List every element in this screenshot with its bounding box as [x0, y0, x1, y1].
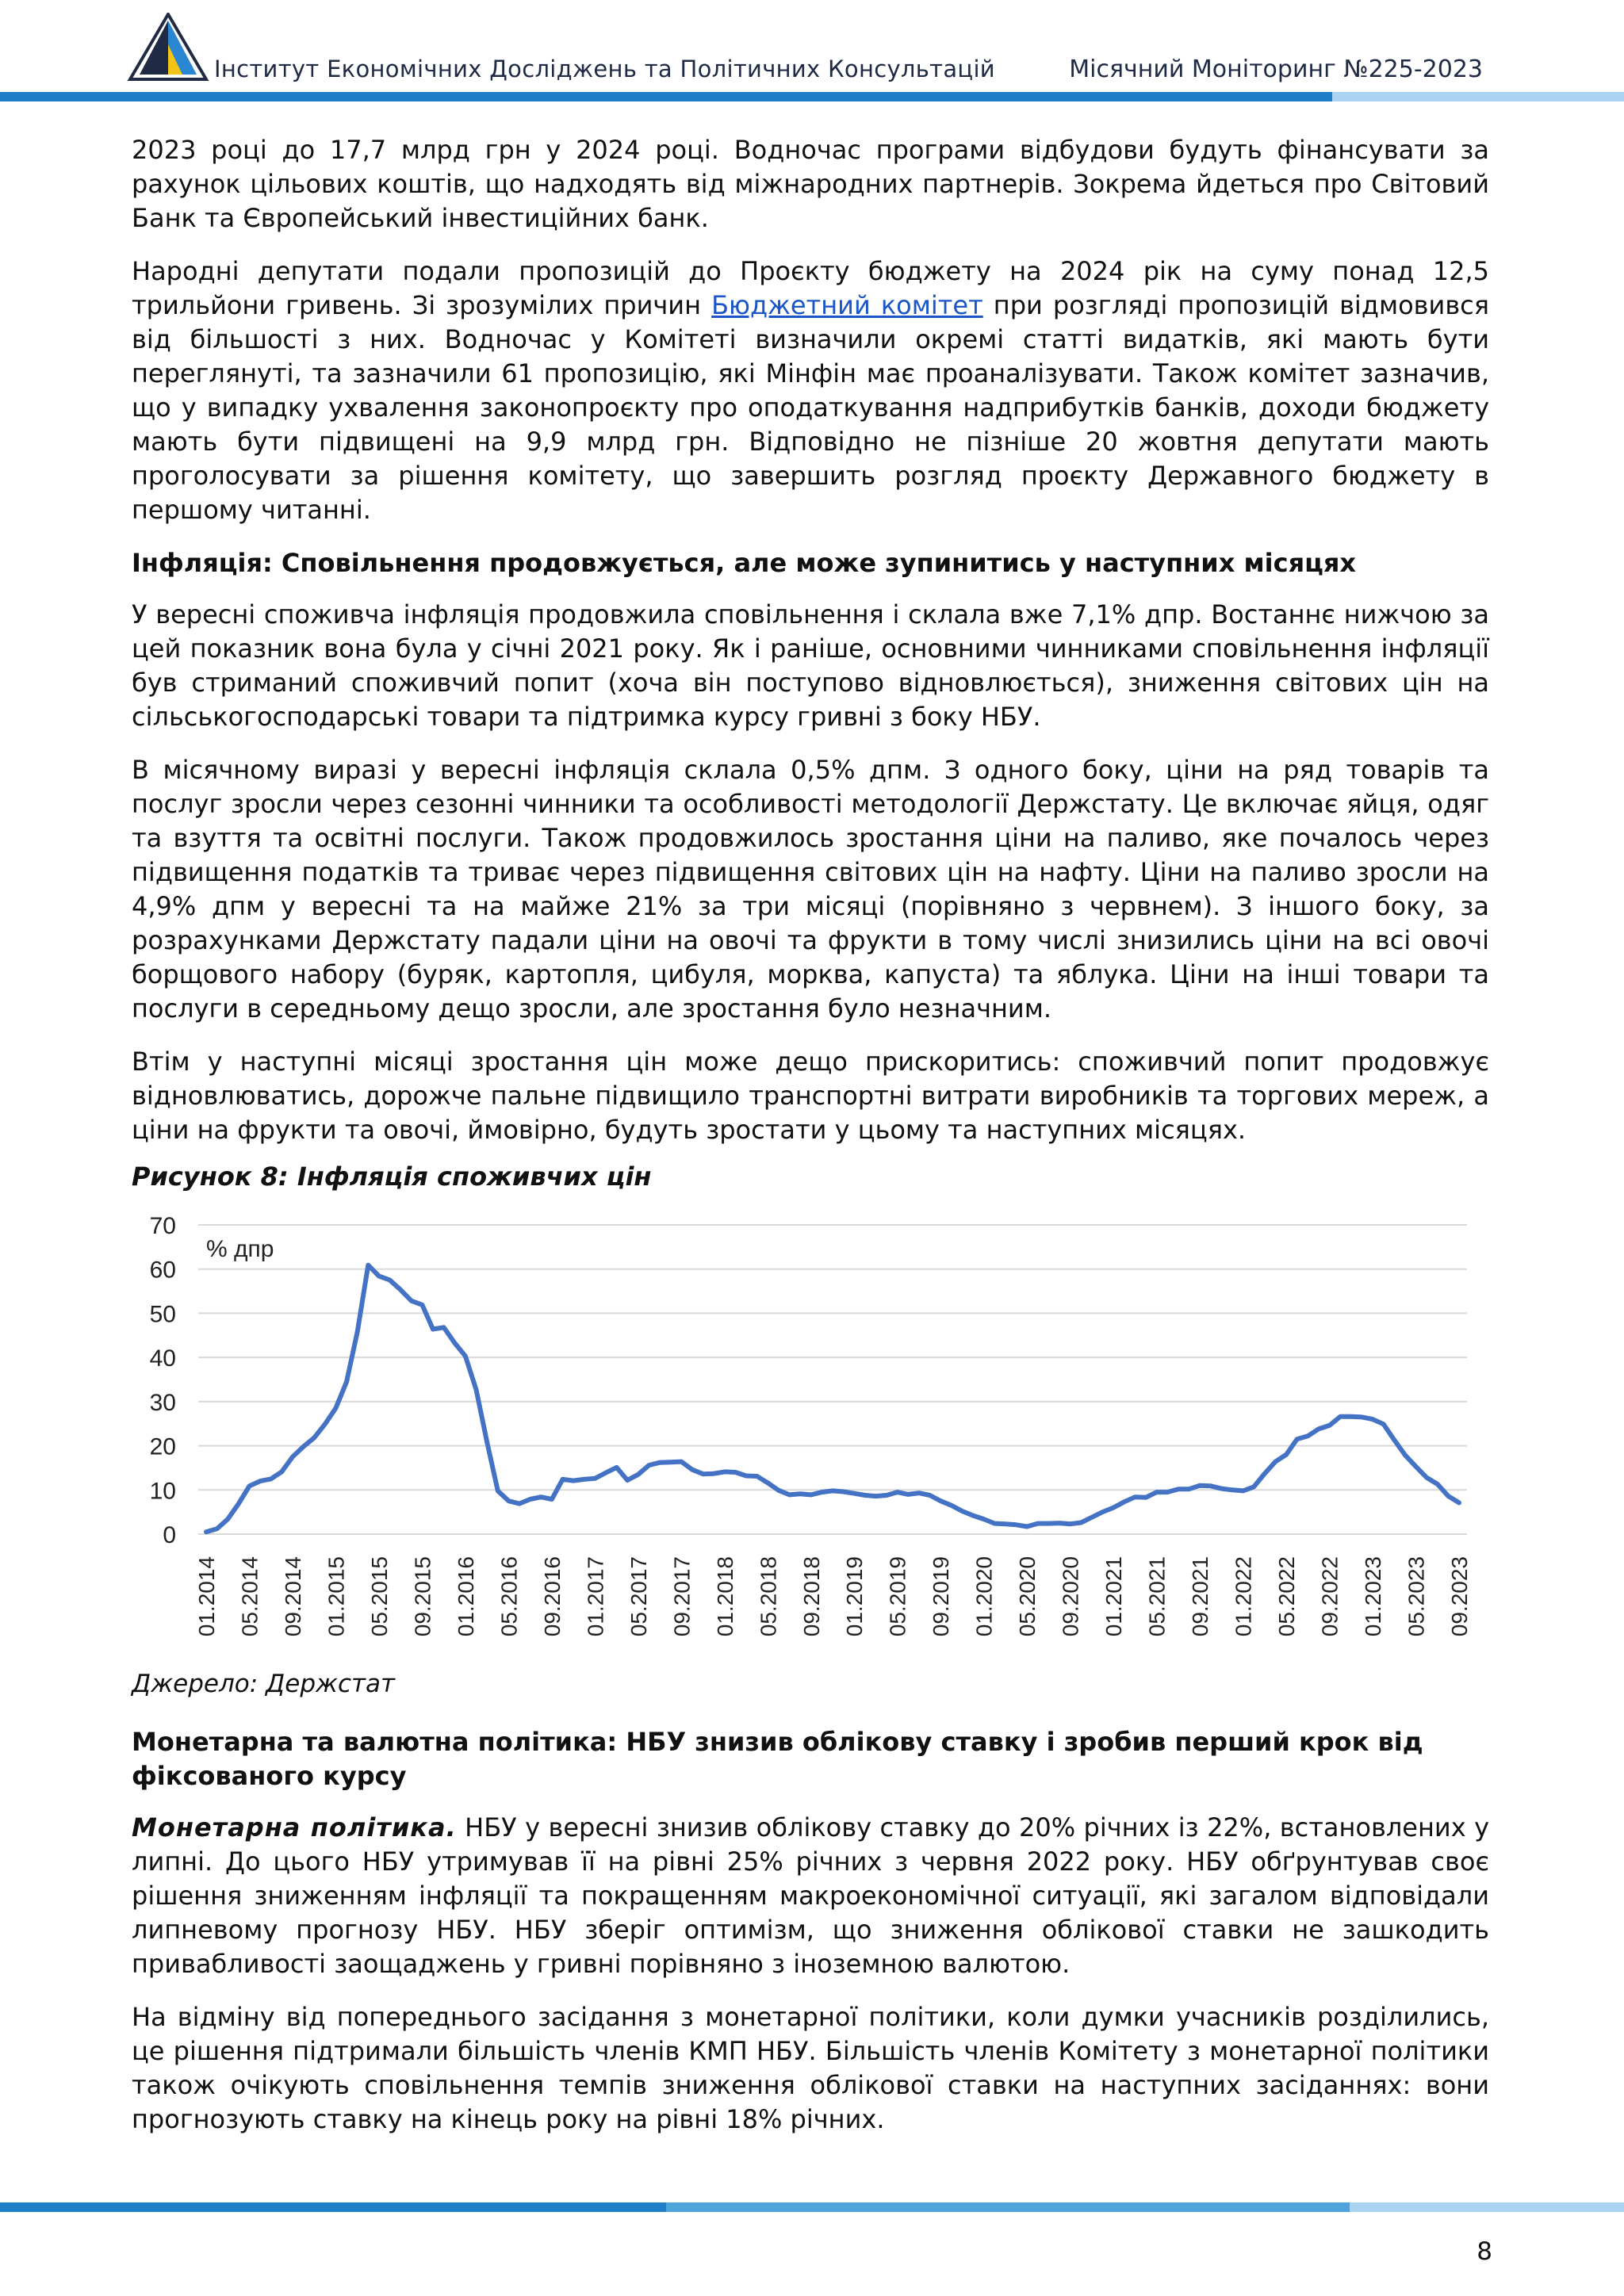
- paragraph-text: при розгляді пропозицій відмовився від більшості з них. Водночас у Комітеті визначили окремі статті видатків, які мають бути переглянуті, та зазначили 61 пропозицію, які Мінфін має проаналізувати. Також комітет зазначив, що у випадку ухвалення законопроєкту про оподаткування надприбутків банків, доходи бюджету мають бути підвищені на 9,9 млрд грн. Відповідно не пізніше 20 жовтня депутати мають проголосувати за рішення комітету, що завершить розгляд проєкту Державного бюджету в першому читанні.: [132, 290, 1490, 525]
- header-stripe: [0, 92, 1332, 101]
- section-heading-monetary: Монетарна та валютна політика: НБУ знизив облікову ставку і зробив перший крок від фіксованого курсу: [132, 1727, 1423, 1791]
- monetary-policy-lead: Монетарна політика.: [132, 1812, 457, 1843]
- footer-stripe-light: [1350, 2202, 1624, 2212]
- paragraph-budget-1: 2023 році до 17,7 млрд грн у 2024 році. Водночас програми відбудови будуть фінансувати за рахунок цільових коштів, що надходять від міжнародних партнерів. Зокрема йдеться про Світовий Банк та Європейський інвестиційних банк.: [132, 135, 1489, 233]
- content-top: [132, 133, 1489, 1166]
- y-tick-label: 10: [149, 1478, 176, 1505]
- x-tick-label: 05.2017: [626, 1556, 651, 1637]
- x-tick-label: 09.2014: [280, 1556, 305, 1637]
- institute-name: Інститут Економічних Досліджень та Політичних Консультацій: [214, 55, 995, 82]
- x-tick-label: 09.2016: [539, 1556, 565, 1637]
- x-tick-label: 01.2019: [842, 1556, 868, 1637]
- x-tick-label: 09.2017: [669, 1556, 695, 1637]
- y-tick-label: 40: [149, 1345, 176, 1372]
- x-tick-label: 05.2020: [1015, 1556, 1040, 1637]
- x-tick-label: 09.2020: [1058, 1556, 1083, 1637]
- inflation-series-line: [206, 1265, 1459, 1533]
- x-tick-label: 05.2021: [1144, 1556, 1170, 1637]
- x-tick-label: 05.2014: [237, 1556, 262, 1637]
- figure-source: Джерело: Держстат: [132, 1670, 396, 1698]
- x-tick-label: 09.2015: [410, 1556, 435, 1637]
- footer-stripe: [0, 2202, 666, 2212]
- paragraph-monetary-1: [132, 1811, 1489, 1981]
- header-stripe-light: [1332, 92, 1624, 101]
- y-tick-label: 20: [149, 1433, 176, 1460]
- x-tick-label: 09.2018: [799, 1556, 824, 1637]
- x-tick-label: 01.2015: [324, 1556, 349, 1637]
- paragraph-text: Народні депутати подали пропозицій до Проєкту бюджету на 2024 рік на суму понад 12,5 трильйони гривень. Зі зрозумілих причин: [132, 256, 1489, 320]
- y-tick-label: 70: [149, 1213, 176, 1239]
- y-tick-label: 0: [163, 1522, 176, 1548]
- x-tick-label: 01.2022: [1231, 1556, 1256, 1637]
- footer-stripe-mid: [666, 2202, 1350, 2212]
- y-tick-label: 50: [149, 1301, 176, 1328]
- x-tick-label: 05.2015: [366, 1556, 392, 1637]
- budget-committee-link[interactable]: Бюджетний комітет: [711, 290, 983, 320]
- paragraph-text: НБУ у вересні знизив облікову ставку до 20% річних із 22%, встановлених у липні. До цього НБУ утримував її на рівні 25% річних з червня 2022 року. НБУ обґрунтував своє рішення зниженням інфляції та покращенням макроекономічної ситуації, які загалом відповідали липневому прогнозу НБУ. НБУ зберіг оптимізм, що зниження облікової ставки не зашкодить привабливості заощаджень у гривні порівняно з іноземною валютою.: [132, 1812, 1490, 1979]
- paragraph-inflation-2: В місячному виразі у вересні інфляція склала 0,5% дпм. З одного боку, ціни на ряд товарів та послуг зросли через сезонні чинники та особливості методології Держстату. Це включає яйця, одяг та взуття та освітні послуги. Також продовжилось зростання ціни на паливо, яке почалось через підвищення податків та триває через підвищення світових цін на нафту. Ціни на паливо зросли на 4,9% дпм у вересні та на майже 21% за три місяці (порівняно з червнем). З іншого боку, за розрахунками Держстату падали ціни на овочі та фрукти в тому числі знизились ціни на всі овочі борщового набору (буряк, картопля, цибуля, морква, капуста) та яблука. Ціни на інші товари та послуги в середньому дещо зросли, але зростання було незначним.: [132, 755, 1489, 1024]
- page-header: [0, 0, 1624, 103]
- inflation-chart: [111, 1201, 1507, 1665]
- x-tick-label: 05.2018: [756, 1556, 781, 1637]
- x-tick-label: 01.2016: [453, 1556, 478, 1637]
- x-tick-label: 05.2016: [496, 1556, 522, 1637]
- paragraph-budget-2: [132, 254, 1489, 527]
- x-tick-label: 09.2019: [929, 1556, 954, 1637]
- x-tick-label: 09.2021: [1188, 1556, 1213, 1637]
- x-tick-label: 01.2023: [1361, 1556, 1386, 1637]
- x-tick-label: 01.2014: [194, 1556, 219, 1637]
- x-tick-label: 09.2022: [1317, 1556, 1342, 1637]
- institute-logo-icon: [127, 13, 209, 81]
- y-axis-label: % дпр: [206, 1236, 274, 1262]
- page-number: 8: [1477, 2237, 1492, 2266]
- x-tick-label: 05.2023: [1404, 1556, 1429, 1637]
- x-tick-label: 05.2019: [885, 1556, 910, 1637]
- x-tick-label: 01.2020: [971, 1556, 997, 1637]
- figure-title: Рисунок 8: Інфляція споживчих цін: [132, 1161, 652, 1192]
- y-tick-label: 60: [149, 1257, 176, 1284]
- x-tick-label: 05.2022: [1274, 1556, 1300, 1637]
- paragraph-inflation-1: У вересні споживча інфляція продовжила сповільнення і склала вже 7,1% дпр. Востаннє нижчою за цей показник вона була у січні 2021 року. Як і раніше, основними чинниками сповільнення інфляції був стриманий споживчий попит (хоча він поступово відновлюється), зниження світових цін на сільськогосподарські товари та підтримка курсу гривні з боку НБУ.: [132, 599, 1489, 732]
- x-tick-label: 09.2023: [1447, 1556, 1472, 1637]
- section-heading-inflation: Інфляція: Сповільнення продовжується, але може зупинитись у наступних місяцях: [132, 548, 1357, 578]
- report-title: Місячний Моніторинг №225-2023: [1069, 55, 1483, 83]
- x-tick-label: 01.2017: [583, 1556, 608, 1637]
- paragraph-inflation-3: Втім у наступні місяці зростання цін може дещо прискоритись: споживчий попит продовжує відновлюватись, дорожче пальне підвищило транспортні витрати виробників та торгових мереж, а ціни на фрукти та овочі, ймовірно, будуть зростати у цьому та наступних місяцях.: [132, 1047, 1489, 1145]
- y-tick-label: 30: [149, 1389, 176, 1416]
- content-bottom: [132, 1725, 1489, 2156]
- x-tick-label: 01.2018: [712, 1556, 737, 1637]
- x-tick-label: 01.2021: [1101, 1556, 1127, 1637]
- paragraph-monetary-2: На відміну від попереднього засідання з монетарної політики, коли думки учасників розділились, це рішення підтримали більшість членів КМП НБУ. Більшість членів Комітету з монетарної політики також очікують сповільнення темпів зниження облікової ставки на наступних засіданнях: вони прогнозують ставку на кінець року на рівні 18% річних.: [132, 2002, 1489, 2134]
